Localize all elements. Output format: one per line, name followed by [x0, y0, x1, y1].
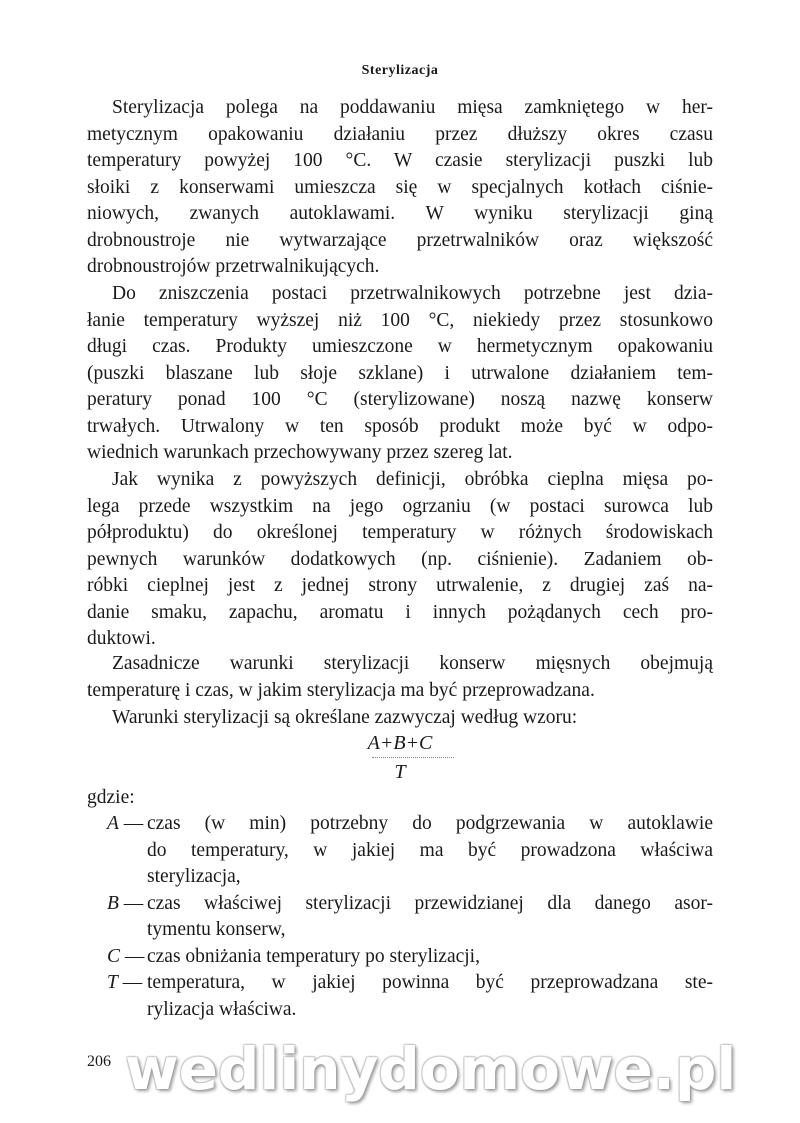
- text-line: (puszki blaszane lub słoje szklane) i utrwalone działaniem tem-: [87, 362, 713, 384]
- formula-denominator: T: [394, 761, 406, 783]
- definition-line: czas właściwej sterylizacji przewidzianej dla danego asor-: [147, 892, 713, 914]
- dash: —: [124, 945, 145, 967]
- definition-line: sterylizacja,: [147, 866, 241, 887]
- text-line: lega przede wszystkim na jego ogrzaniu (w postaci surowca lub: [87, 495, 713, 517]
- running-head: Sterylizacja: [361, 63, 439, 78]
- definition-symbol: [107, 971, 142, 995]
- text-line: długi czas. Produkty umieszczone w hermetycznym opakowaniu: [87, 336, 713, 357]
- definition-line: do temperatury, w jakiej ma być prowadzona właściwa: [147, 839, 713, 861]
- text-line: peratury ponad 100 °C (sterylizowane) noszą nazwę konserw: [87, 389, 713, 410]
- dash: —: [122, 972, 143, 993]
- definition-line: czas obniżania temperatury po sterylizacji,: [147, 945, 480, 967]
- fraction-bar: [372, 757, 454, 758]
- text-line: Sterylizacja polega na poddawaniu mięsa zamkniętego w her-: [112, 97, 713, 118]
- text-line: słoiki z konserwami umieszcza się w specjalnych kotłach ciśnie-: [87, 176, 713, 198]
- text-line: niowych, zwanych autoklawami. W wyniku sterylizacji giną: [87, 203, 713, 224]
- formula-numerator: A+B+C: [367, 732, 433, 754]
- dash: —: [123, 892, 144, 914]
- text-line: danie smaku, zapachu, aromatu i innych pożądanych cech pro-: [87, 601, 713, 623]
- definition-line: tymentu konserw,: [147, 919, 286, 940]
- text-line: trwałych. Utrwalony w ten sposób produkt może być w odpo-: [87, 415, 713, 437]
- text-line: temperatury powyżej 100 °C. W czasie sterylizacji puszki lub: [87, 150, 713, 171]
- text-line: drobnoustrojów przetrwalnikujących.: [87, 256, 380, 277]
- text-line: łanie temperatury wyższej niż 100 °C, niekiedy przez stosunkowo: [87, 309, 713, 331]
- text-line: drobnoustroje nie wytwarzające przetrwalników oraz większość: [87, 229, 713, 251]
- dash: —: [123, 813, 144, 834]
- symbol: T: [107, 972, 118, 993]
- text-line: Warunki sterylizacji są określane zazwyczaj według wzoru:: [112, 707, 578, 728]
- watermark: wedlinydomowe.pl: [125, 1035, 737, 1103]
- text-line: wiednich warunkach przechowywany przez szereg lat.: [87, 442, 513, 463]
- symbol: C: [107, 945, 121, 967]
- definition-symbol: [107, 812, 143, 836]
- text-line: Jak wynika z powyższych definicji, obróbka cieplna mięsa po-: [112, 469, 713, 490]
- text-line: pewnych warunków dodatkowych (np. ciśnienie). Zadaniem ob-: [87, 548, 713, 570]
- definition-symbol: [107, 945, 144, 969]
- text-line: temperaturę i czas, w jakim sterylizacja ma być przeprowadzana.: [87, 679, 595, 701]
- text-line: półproduktu) do określonej temperatury w różnych środowiskach: [87, 522, 713, 543]
- page-number: 206: [87, 1053, 111, 1070]
- text-line: metycznym opakowaniu działaniu przez dłuższy okres czasu: [87, 123, 713, 145]
- text-line: Do zniszczenia postaci przetrwalnikowych potrzebne jest dzia-: [112, 283, 713, 304]
- symbol: B: [107, 892, 119, 914]
- definition-line: czas (w min) potrzebny do podgrzewania w autoklawie: [147, 813, 713, 834]
- text-line: Zasadnicze warunki sterylizacji konserw mięsnych obejmują: [112, 653, 713, 674]
- definition-symbol: [107, 892, 143, 916]
- text-line: duktowi.: [87, 628, 156, 649]
- symbol: A: [107, 813, 119, 834]
- where-label: gdzie:: [87, 787, 135, 808]
- definition-line: temperatura, w jakiej powinna być przeprowadzana ste-: [147, 972, 713, 993]
- text-line: róbki cieplnej jest z jednej strony utrwalenie, z drugiej zaś na-: [87, 575, 713, 596]
- definition-line: rylizacja właściwa.: [147, 998, 297, 1020]
